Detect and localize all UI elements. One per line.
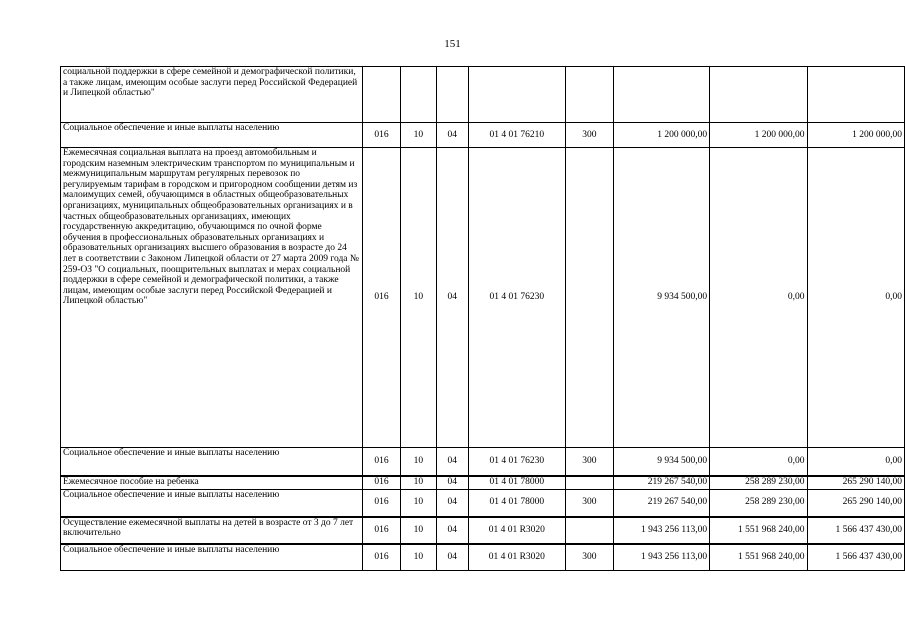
amount-year-2: 1 551 968 240,00 [710, 544, 807, 571]
amount-year-3: 1 566 437 430,00 [807, 517, 904, 544]
section-code: 10 [400, 448, 436, 476]
target-code [468, 67, 565, 123]
amount-year-3: 0,00 [807, 448, 904, 476]
expense-type-code [566, 517, 614, 544]
amount-year-3: 265 290 140,00 [807, 490, 904, 517]
expense-type-code: 300 [566, 544, 614, 571]
row-name: Социальное обеспечение и иные выплаты населению [61, 490, 363, 517]
subsection-code: 04 [436, 490, 468, 517]
section-code: 10 [400, 544, 436, 571]
amount-year-2 [710, 67, 807, 123]
amount-year-1: 1 943 256 113,00 [613, 517, 709, 544]
expense-type-code [566, 67, 614, 123]
section-code: 10 [400, 123, 436, 148]
amount-year-1: 9 934 500,00 [613, 148, 709, 448]
row-name: Ежемесячное пособие на ребенка [61, 476, 363, 490]
subsection-code: 04 [436, 517, 468, 544]
table-row [61, 476, 905, 490]
amount-year-3: 1 566 437 430,00 [807, 544, 904, 571]
target-code: 01 4 01 R3020 [468, 517, 565, 544]
row-name: социальной поддержки в сфере семейной и демографической политики, а также лицам, имеющим особые заслуги перед Российской Федерацией и Липецкой областью" [61, 67, 363, 123]
ministry-code: 016 [363, 148, 401, 448]
ministry-code: 016 [363, 517, 401, 544]
amount-year-1: 219 267 540,00 [613, 490, 709, 517]
amount-year-2: 1 200 000,00 [710, 123, 807, 148]
row-name: Социальное обеспечение и иные выплаты населению [61, 448, 363, 476]
expense-type-code [566, 148, 614, 448]
amount-year-2: 0,00 [710, 148, 807, 448]
section-code: 10 [400, 148, 436, 448]
table-row [61, 490, 905, 517]
amount-year-1: 1 200 000,00 [613, 123, 709, 148]
section-code: 10 [400, 476, 436, 490]
section-code: 10 [400, 490, 436, 517]
amount-year-1: 1 943 256 113,00 [613, 544, 709, 571]
target-code: 01 4 01 78000 [468, 490, 565, 517]
target-code: 01 4 01 76230 [468, 148, 565, 448]
ministry-code: 016 [363, 544, 401, 571]
table-row [61, 148, 905, 448]
ministry-code: 016 [363, 476, 401, 490]
table-row [61, 123, 905, 148]
amount-year-1: 9 934 500,00 [613, 448, 709, 476]
subsection-code: 04 [436, 448, 468, 476]
target-code: 01 4 01 78000 [468, 476, 565, 490]
row-name: Ежемесячная социальная выплата на проезд автомобильным и городским наземным электрическим транспортом по муниципальным и межмуниципальным маршрутам регулярных перевозок по регулируемым тарифам в городском и пригородном сообщении детям из малоимущих семей, обучающимся в областных общеобразовательных организациях, муниципальных общеобразовательных организациях и в частных общеобразовательных организациях, имеющих государственную аккредитацию, обучающимся по очной форме обучения в профессиональных образовательных организациях и образовательных организациях высшего образования в возрасте до 24 лет в соответствии с Законом Липецкой области от 27 марта 2009 года № 259-ОЗ "О социальных, поощрительных выплатах и мерах социальной поддержки в сфере семейной и демографической политики, а также лицам, имеющим особые заслуги перед Российской Федерацией и Липецкой областью" [61, 148, 363, 448]
target-code: 01 4 01 76230 [468, 448, 565, 476]
amount-year-3: 0,00 [807, 148, 904, 448]
expense-type-code: 300 [566, 448, 614, 476]
amount-year-3: 265 290 140,00 [807, 476, 904, 490]
subsection-code [436, 67, 468, 123]
row-name: Социальное обеспечение и иные выплаты населению [61, 123, 363, 148]
table-row [61, 448, 905, 476]
amount-year-1: 219 267 540,00 [613, 476, 709, 490]
subsection-code: 04 [436, 544, 468, 571]
amount-year-2: 258 289 230,00 [710, 476, 807, 490]
target-code: 01 4 01 R3020 [468, 544, 565, 571]
row-name: Осуществление ежемесячной выплаты на детей в возрасте от 3 до 7 лет включительно [61, 517, 363, 544]
subsection-code: 04 [436, 476, 468, 490]
ministry-code: 016 [363, 490, 401, 517]
amount-year-3 [807, 67, 904, 123]
subsection-code: 04 [436, 148, 468, 448]
budget-table [60, 66, 905, 571]
amount-year-1 [613, 67, 709, 123]
ministry-code: 016 [363, 123, 401, 148]
table-row [61, 67, 905, 123]
table-row [61, 517, 905, 544]
ministry-code: 016 [363, 448, 401, 476]
amount-year-3: 1 200 000,00 [807, 123, 904, 148]
amount-year-2: 1 551 968 240,00 [710, 517, 807, 544]
target-code: 01 4 01 76210 [468, 123, 565, 148]
amount-year-2: 0,00 [710, 448, 807, 476]
section-code [400, 67, 436, 123]
ministry-code [363, 67, 401, 123]
amount-year-2: 258 289 230,00 [710, 490, 807, 517]
expense-type-code [566, 476, 614, 490]
row-name: Социальное обеспечение и иные выплаты населению [61, 544, 363, 571]
subsection-code: 04 [436, 123, 468, 148]
section-code: 10 [400, 517, 436, 544]
page-number: 151 [444, 38, 461, 50]
table-row [61, 544, 905, 571]
expense-type-code: 300 [566, 123, 614, 148]
expense-type-code: 300 [566, 490, 614, 517]
